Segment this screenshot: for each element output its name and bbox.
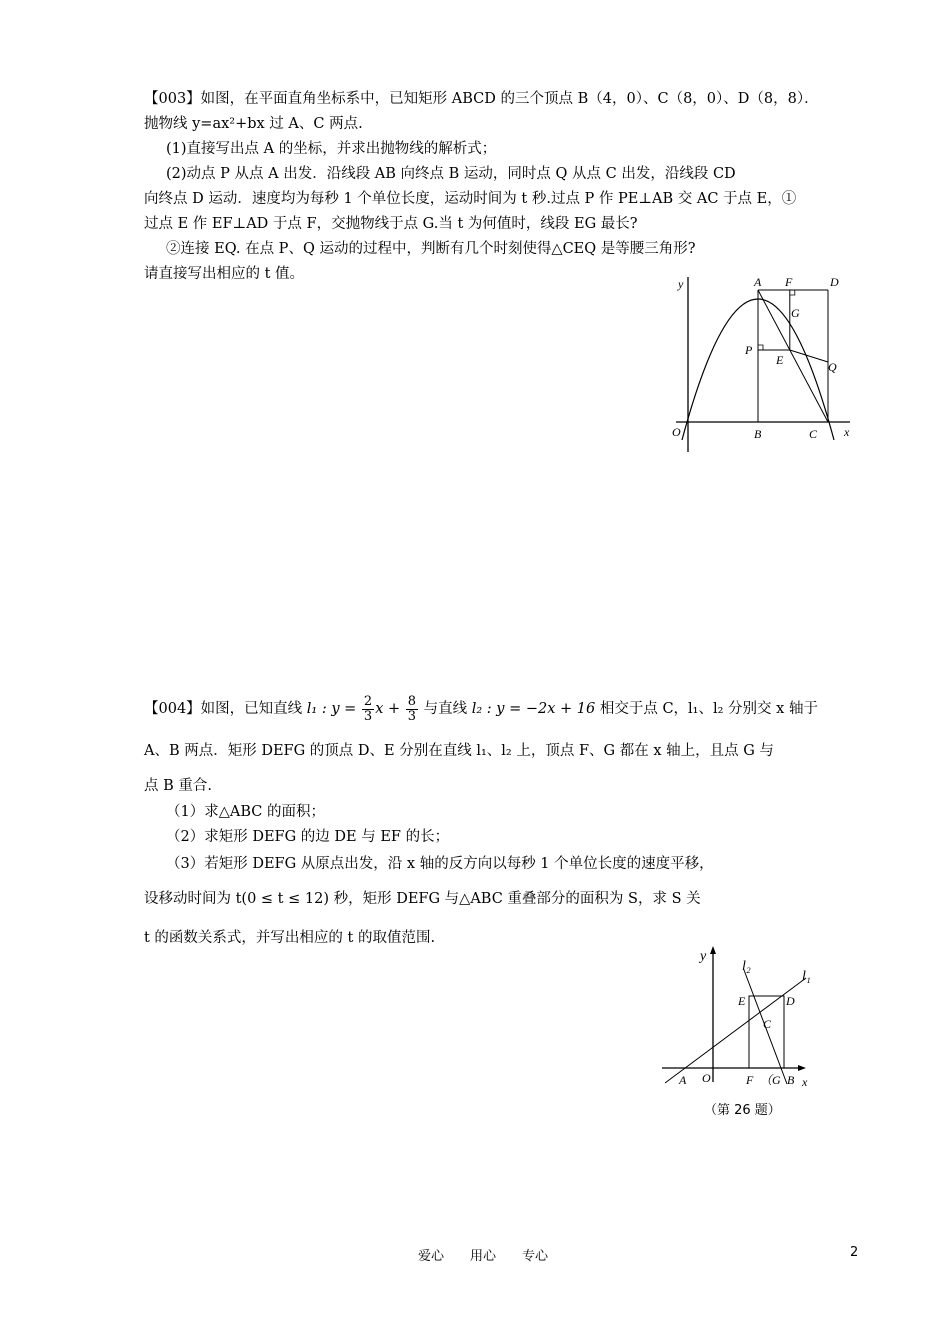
problem-004-question-3: （3）若矩形 DEFG 从原点出发，沿 x 轴的反方向以每秒 1 个单位长度的速度平移， (166, 856, 714, 872)
fraction-8-3-den: 3 (407, 708, 417, 724)
problem-003-text (144, 87, 864, 287)
fig004-label-O: O (702, 1071, 711, 1085)
fig004-label-l2: l₂ (742, 959, 751, 974)
page-number: 2 (850, 1245, 859, 1260)
problem-004-mid: 与直线 (419, 701, 472, 717)
problem-003-question-2e: 请直接写出相应的 t 值。 (144, 266, 305, 282)
fig003-label-A: A (754, 275, 762, 289)
footer-motto: 爱心 用心 专心 (418, 1249, 549, 1264)
problem-004-l2-eq: l₂ : y = −2x + 16 (471, 701, 596, 717)
fig003-label-C: C (809, 427, 818, 441)
problem-004-line-2: A、B 两点．矩形 DEFG 的顶点 D、E 分别在直线 l₁、l₂ 上，顶点 F、G 都在 x 轴上，且点 G 与 (144, 743, 774, 759)
problem-004-tail: 相交于点 C，l₁、l₂ 分别交 x 轴于 (595, 701, 818, 717)
problem-004-question-1: （1）求△ABC 的面积； (166, 804, 325, 820)
fig004-label-D: D (786, 994, 795, 1008)
fraction-8-3 (406, 695, 418, 724)
problem-004-figure-caption: （第 26 题） (704, 1103, 781, 1118)
fig003-label-F: F (785, 275, 793, 289)
problem-004-text (144, 688, 864, 956)
fig004-label-F: F (746, 1073, 754, 1087)
problem-003-question-2a: (2)动点 P 从点 A 出发．沿线段 AB 向终点 B 运动，同时点 Q 从点 C 出发，沿线段 CD (166, 166, 736, 182)
problem-004-line-3: 点 B 重合. (144, 778, 212, 794)
problem-004-figure (660, 940, 820, 1092)
fig003-right-angle-F (790, 290, 795, 295)
problem-004-question-3c: t 的函数关系式，并写出相应的 t 的取值范围. (144, 930, 436, 946)
fig003-label-B: B (754, 427, 762, 441)
fig004-label-G: （G (760, 1073, 781, 1087)
fig003-label-E: E (776, 353, 784, 367)
problem-003-line-1: 【003】如图，在平面直角坐标系中，已知矩形 ABCD 的三个顶点 B（4，0）、C（8，0）、D（8，8）． (144, 91, 819, 107)
problem-003-figure (668, 272, 868, 457)
problem-003-question-2c: 过点 E 作 EF⊥AD 于点 F，交抛物线于点 G.当 t 为何值时，线段 EG 最长? (144, 216, 638, 232)
fraction-2-3-num: 2 (363, 693, 373, 709)
fig004-label-x: x (802, 1075, 808, 1089)
problem-003-question-2b: 向终点 D 运动．速度均为每秒 1 个单位长度，运动时间为 t 秒.过点 P 作 PE⊥AB 交 AC 于点 E，① (144, 191, 797, 207)
problem-003-question-1: (1)直接写出点 A 的坐标，并求出抛物线的解析式； (166, 141, 497, 157)
fraction-8-3-num: 8 (407, 693, 417, 709)
fig003-label-P: P (745, 343, 753, 357)
problem-004-x-plus: x + (375, 701, 401, 717)
fraction-2-3 (362, 695, 374, 724)
problem-004-question-2: （2）求矩形 DEFG 的边 DE 与 EF 的长； (166, 829, 450, 845)
fig003-label-Q: Q (828, 360, 837, 374)
fig004-x-arrow (798, 1065, 806, 1071)
fraction-2-3-den: 3 (363, 708, 373, 724)
fig004-label-B: B (787, 1073, 795, 1087)
fig004-label-E: E (738, 994, 746, 1008)
fig003-label-G: G (791, 306, 800, 320)
problem-004-line-1 (144, 688, 864, 730)
fig003-right-angle-P (758, 345, 763, 350)
fig003-label-O: O (672, 425, 681, 439)
problem-004-l1-eq: l₁ : y = (306, 701, 357, 717)
fig003-label-D: D (830, 275, 839, 289)
fig004-label-l1: l₁ (802, 969, 811, 984)
fig003-label-x: x (844, 425, 850, 439)
problem-004-question-3b: 设移动时间为 t(0 ≤ t ≤ 12) 秒，矩形 DEFG 与△ABC 重叠部分的面积为 S，求 S 关 (144, 891, 701, 907)
fig004-label-y: y (700, 949, 707, 964)
fig003-label-y: y (678, 277, 684, 291)
problem-003-question-2d: ②连接 EQ. 在点 P、Q 运动的过程中，判断有几个时刻使得△CEQ 是等腰三角形? (166, 241, 696, 257)
fig004-y-arrow (710, 946, 716, 954)
problem-003-line-2: 抛物线 y=ax²+bx 过 A、C 两点. (144, 116, 363, 132)
problem-004-intro: 【004】如图，已知直线 (144, 701, 307, 717)
fig004-label-C: C (763, 1017, 772, 1031)
fig004-line-l1 (665, 978, 806, 1083)
fig004-label-A: A (679, 1073, 687, 1087)
